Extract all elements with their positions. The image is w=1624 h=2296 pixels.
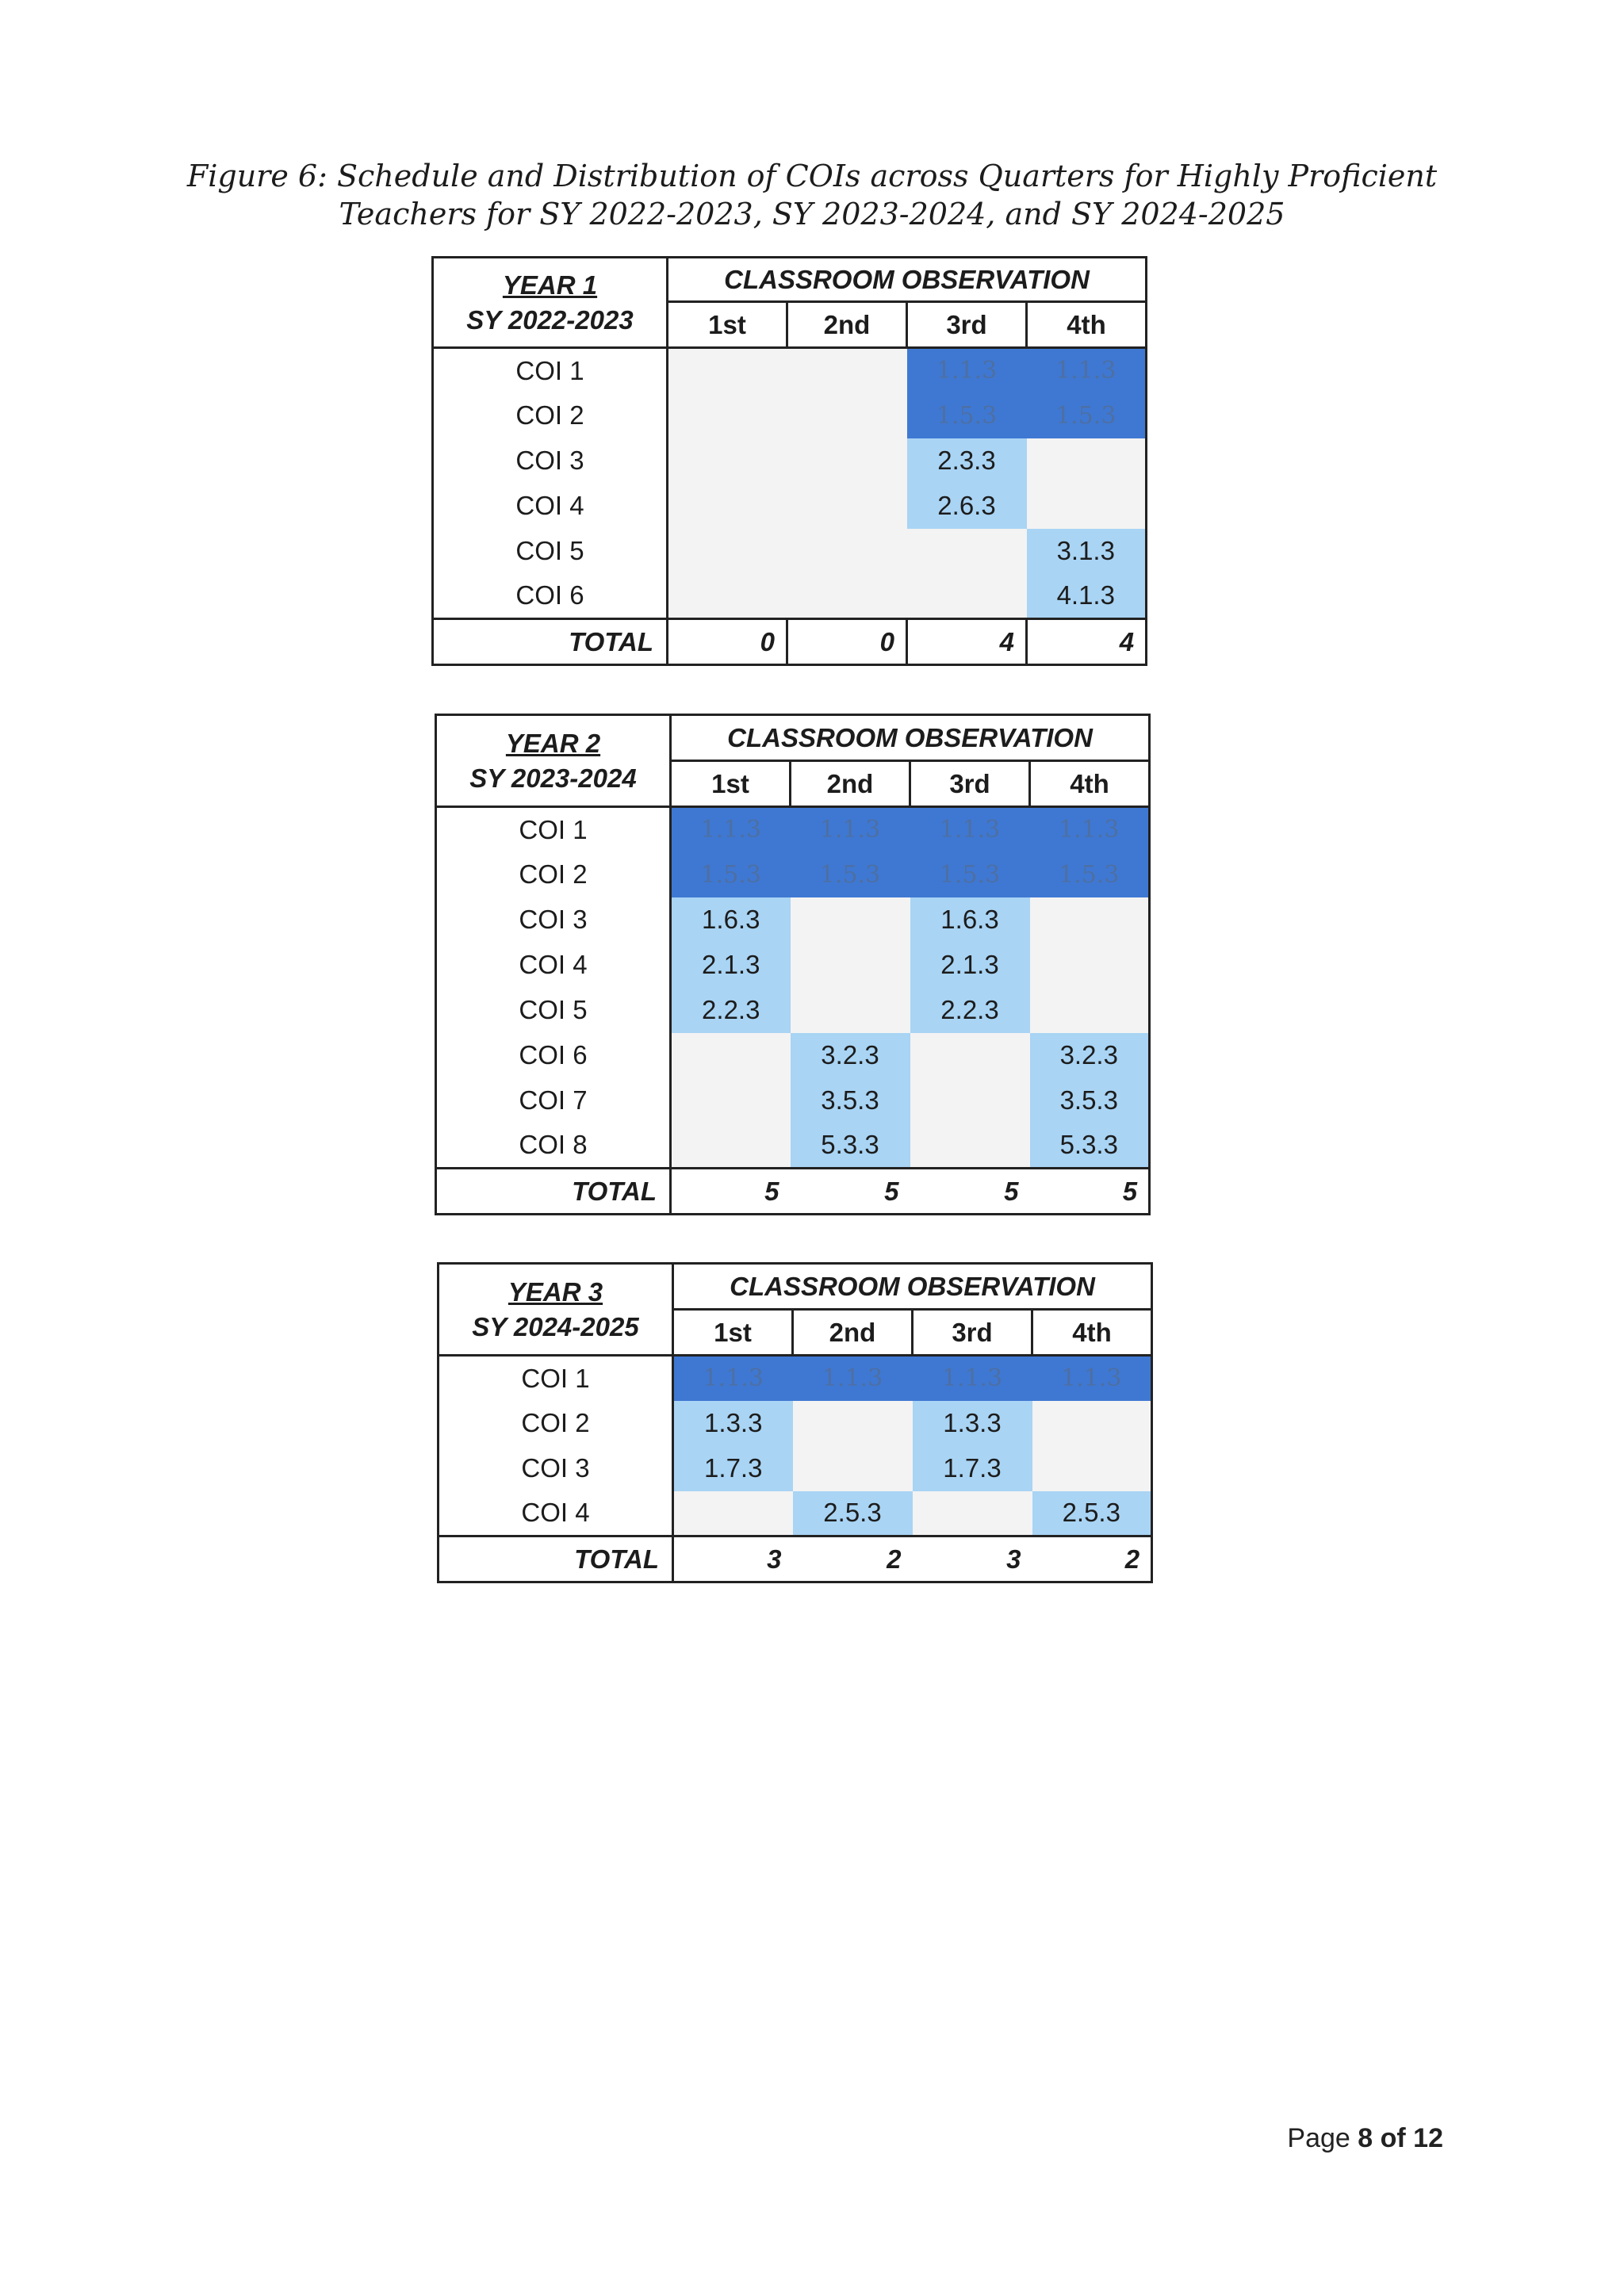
cell: 1.7.3 — [913, 1446, 1032, 1491]
year3-q3-header: 3rd — [913, 1310, 1032, 1356]
year3-sy: SY 2024-2025 — [472, 1311, 639, 1341]
cell — [910, 1123, 1030, 1169]
row-label: COI 4 — [433, 484, 668, 529]
cell: 1.1.3 — [791, 807, 910, 852]
cell: 1.1.3 — [1027, 348, 1147, 393]
cell — [791, 988, 910, 1033]
table-row — [433, 529, 1147, 574]
table-row — [433, 348, 1147, 393]
row-label: COI 2 — [433, 393, 668, 438]
cell: 1.3.3 — [673, 1401, 793, 1446]
table-row — [439, 1356, 1152, 1401]
year1-q3-header: 3rd — [907, 302, 1027, 348]
table-row — [436, 988, 1150, 1033]
row-label: COI 1 — [439, 1356, 673, 1401]
cell: 5.3.3 — [1030, 1123, 1150, 1169]
table-row — [433, 393, 1147, 438]
total-value: 2 — [793, 1536, 913, 1582]
cell: 1.1.3 — [913, 1356, 1032, 1401]
row-label: COI 5 — [436, 988, 671, 1033]
figure-caption — [0, 157, 1624, 233]
total-label: TOTAL — [436, 1169, 671, 1215]
cell — [787, 348, 907, 393]
table-row — [433, 574, 1147, 619]
year3-table — [437, 1262, 1153, 1583]
cell — [907, 529, 1027, 574]
year2-table — [435, 714, 1151, 1215]
table-row — [436, 807, 1150, 852]
page-prefix: Page — [1287, 2123, 1350, 2153]
row-label: COI 6 — [433, 574, 668, 619]
row-label: COI 1 — [433, 348, 668, 393]
year2-sy: SY 2023-2024 — [469, 763, 637, 793]
table-row — [436, 943, 1150, 988]
year2-q1-header: 1st — [671, 761, 791, 807]
cell — [793, 1446, 913, 1491]
cell: 1.5.3 — [1030, 852, 1150, 897]
cell: 4.1.3 — [1027, 574, 1147, 619]
cell: 1.1.3 — [907, 348, 1027, 393]
year3-q1-header: 1st — [673, 1310, 793, 1356]
cell — [910, 1078, 1030, 1123]
year1-label: YEAR 1 — [502, 270, 598, 300]
cell: 1.6.3 — [910, 897, 1030, 943]
cell — [1030, 988, 1150, 1033]
year2-obs-header: CLASSROOM OBSERVATION — [671, 715, 1150, 761]
cell: 1.1.3 — [1032, 1356, 1152, 1401]
cell — [787, 574, 907, 619]
total-value: 0 — [668, 619, 787, 665]
cell: 1.5.3 — [791, 852, 910, 897]
row-label: COI 3 — [439, 1446, 673, 1491]
table-row — [433, 438, 1147, 484]
year2-header — [436, 715, 671, 807]
cell: 1.1.3 — [1030, 807, 1150, 852]
row-label: COI 7 — [436, 1078, 671, 1123]
cell: 2.6.3 — [907, 484, 1027, 529]
table-row — [439, 1401, 1152, 1446]
row-label: COI 8 — [436, 1123, 671, 1169]
year3-body — [439, 1356, 1152, 1536]
cell — [671, 1078, 791, 1123]
year2-q2-header: 2nd — [791, 761, 910, 807]
page-total: 12 — [1413, 2123, 1443, 2153]
cell: 3.5.3 — [1030, 1078, 1150, 1123]
cell: 3.1.3 — [1027, 529, 1147, 574]
total-value: 5 — [1030, 1169, 1150, 1215]
year2-q3-header: 3rd — [910, 761, 1030, 807]
year1-table — [431, 256, 1147, 666]
row-label: COI 4 — [439, 1491, 673, 1536]
row-label: COI 3 — [436, 897, 671, 943]
table-row — [436, 1123, 1150, 1169]
row-label: COI 3 — [433, 438, 668, 484]
cell: 1.1.3 — [910, 807, 1030, 852]
cell: 3.2.3 — [1030, 1033, 1150, 1078]
row-label: COI 4 — [436, 943, 671, 988]
cell: 1.6.3 — [671, 897, 791, 943]
cell — [787, 393, 907, 438]
cell: 2.3.3 — [907, 438, 1027, 484]
cell: 1.5.3 — [1027, 393, 1147, 438]
cell: 2.5.3 — [1032, 1491, 1152, 1536]
total-value: 3 — [673, 1536, 793, 1582]
table-row — [436, 897, 1150, 943]
cell: 1.1.3 — [673, 1356, 793, 1401]
cell — [1027, 438, 1147, 484]
cell — [787, 529, 907, 574]
cell: 5.3.3 — [791, 1123, 910, 1169]
total-value: 3 — [913, 1536, 1032, 1582]
table-row — [436, 852, 1150, 897]
cell — [787, 484, 907, 529]
year2-label: YEAR 2 — [505, 728, 601, 758]
cell: 1.5.3 — [671, 852, 791, 897]
total-row — [439, 1536, 1152, 1582]
cell — [1030, 897, 1150, 943]
total-label: TOTAL — [433, 619, 668, 665]
page-current: 8 — [1358, 2123, 1373, 2153]
cell — [913, 1491, 1032, 1536]
page-number — [1287, 2123, 1443, 2154]
year2-q4-header: 4th — [1030, 761, 1150, 807]
cell: 2.2.3 — [671, 988, 791, 1033]
cell — [668, 574, 787, 619]
total-value: 0 — [787, 619, 907, 665]
cell — [1032, 1446, 1152, 1491]
year3-q2-header: 2nd — [793, 1310, 913, 1356]
year3-q4-header: 4th — [1032, 1310, 1152, 1356]
cell — [671, 1033, 791, 1078]
total-value: 5 — [791, 1169, 910, 1215]
cell: 1.5.3 — [907, 393, 1027, 438]
year3-header — [439, 1264, 673, 1356]
cell: 3.5.3 — [791, 1078, 910, 1123]
cell: 2.5.3 — [793, 1491, 913, 1536]
table-row — [433, 484, 1147, 529]
cell — [787, 438, 907, 484]
row-label: COI 2 — [436, 852, 671, 897]
total-value: 5 — [671, 1169, 791, 1215]
cell: 1.1.3 — [671, 807, 791, 852]
row-label: COI 2 — [439, 1401, 673, 1446]
cell — [1027, 484, 1147, 529]
cell — [668, 348, 787, 393]
total-value: 2 — [1032, 1536, 1152, 1582]
cell — [1030, 943, 1150, 988]
cell: 1.1.3 — [793, 1356, 913, 1401]
total-value: 4 — [907, 619, 1027, 665]
year1-body — [433, 348, 1147, 619]
year1-header — [433, 258, 668, 348]
cell — [668, 393, 787, 438]
cell — [793, 1401, 913, 1446]
year1-q1-header: 1st — [668, 302, 787, 348]
cell: 1.7.3 — [673, 1446, 793, 1491]
total-row — [436, 1169, 1150, 1215]
cell — [668, 484, 787, 529]
cell: 1.5.3 — [910, 852, 1030, 897]
cell: 2.2.3 — [910, 988, 1030, 1033]
caption-line-2: Teachers for SY 2022-2023, SY 2023-2024, and SY 2024-2025 — [339, 197, 1285, 232]
year3-obs-header: CLASSROOM OBSERVATION — [673, 1264, 1152, 1310]
total-value: 5 — [910, 1169, 1030, 1215]
cell — [668, 438, 787, 484]
cell — [1032, 1401, 1152, 1446]
cell — [907, 574, 1027, 619]
caption-line-1: Figure 6: Schedule and Distribution of COIs across Quarters for Highly Proficient — [186, 159, 1438, 193]
table-row — [439, 1446, 1152, 1491]
cell: 3.2.3 — [791, 1033, 910, 1078]
year1-sy: SY 2022-2023 — [466, 304, 634, 335]
total-row — [433, 619, 1147, 665]
cell — [668, 529, 787, 574]
total-label: TOTAL — [439, 1536, 673, 1582]
cell — [673, 1491, 793, 1536]
cell — [791, 943, 910, 988]
cell: 1.3.3 — [913, 1401, 1032, 1446]
year1-q4-header: 4th — [1027, 302, 1147, 348]
year1-q2-header: 2nd — [787, 302, 907, 348]
row-label: COI 5 — [433, 529, 668, 574]
page-of: of — [1380, 2123, 1406, 2153]
cell: 2.1.3 — [671, 943, 791, 988]
table-row — [439, 1491, 1152, 1536]
cell — [910, 1033, 1030, 1078]
total-value: 4 — [1027, 619, 1147, 665]
cell — [671, 1123, 791, 1169]
year1-obs-header: CLASSROOM OBSERVATION — [668, 258, 1147, 302]
row-label: COI 1 — [436, 807, 671, 852]
table-row — [436, 1033, 1150, 1078]
row-label: COI 6 — [436, 1033, 671, 1078]
cell: 2.1.3 — [910, 943, 1030, 988]
year3-label: YEAR 3 — [508, 1276, 603, 1307]
table-row — [436, 1078, 1150, 1123]
year2-body — [436, 807, 1150, 1169]
cell — [791, 897, 910, 943]
